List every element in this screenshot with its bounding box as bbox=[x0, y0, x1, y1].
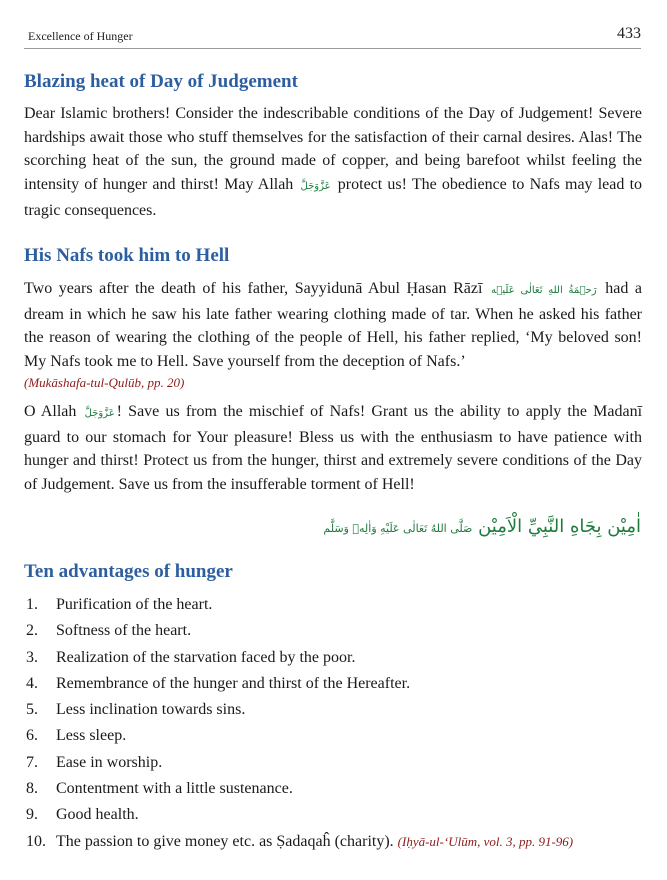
list-number: 7. bbox=[26, 753, 38, 771]
list-number: 8. bbox=[26, 780, 38, 798]
section-ten-advantages bbox=[24, 560, 642, 855]
list-item bbox=[24, 802, 642, 828]
list-number: 10. bbox=[26, 832, 46, 850]
list-text: The passion to give money etc. as Ṣadaqaĥ (charity). bbox=[56, 832, 394, 850]
section-heading: Blazing heat of Day of Judgement bbox=[24, 71, 298, 92]
paragraph-text: protect us! The obedience to Nafs may lead to tragic consequences. bbox=[24, 176, 643, 219]
list-item bbox=[24, 645, 642, 671]
paragraph-text: O Allah bbox=[24, 403, 77, 420]
list-text: Good health. bbox=[56, 806, 139, 824]
paragraph-text: ! Save us from the mischief of Nafs! Grant us the ability to apply the Madanī guard to our stomach for Your pleasure! Bless us with the enthusiasm to have patience with hunger and thirst! Protect us from the hunger, thirst and extremely severe conditions of the Day of Judgement. Save us from the insufferable torment of Hell! bbox=[24, 403, 643, 494]
arabic-honorific: عَزَّوَجَلَّ bbox=[84, 408, 115, 419]
list-number: 4. bbox=[26, 674, 38, 692]
list-item bbox=[24, 592, 642, 618]
list-text: Ease in worship. bbox=[56, 753, 163, 771]
arabic-dua bbox=[323, 516, 641, 546]
list-number: 3. bbox=[26, 648, 38, 666]
section-heading: His Nafs took him to Hell bbox=[24, 245, 230, 266]
list-item bbox=[24, 776, 642, 802]
section-heading: Ten advantages of hunger bbox=[24, 561, 233, 582]
list-item bbox=[24, 618, 642, 644]
paragraph-text: had a dream in which he saw his late father wearing clothing made of tar. When he asked his father the reason of wearing the clothing of the people of Hell, his father replied, ‘My beloved son! My Nafs took me to Hell. Save yourself from the deception of Nafs.’ bbox=[24, 280, 643, 371]
section-blazing-heat bbox=[24, 70, 642, 223]
list-text: Realization of the starvation faced by the poor. bbox=[56, 648, 356, 666]
list-number: 5. bbox=[26, 701, 38, 719]
dua-main: اٰمِيْن بِجَاهِ النَّبِيِّ الْاَمِيْن bbox=[478, 516, 641, 537]
list-item bbox=[24, 723, 642, 749]
citation: (Iḥyā-ul-‘Ulūm, vol. 3, pp. 91-96) bbox=[397, 833, 574, 849]
citation: (Mukāshafa-tul-Qulūb, pp. 20) bbox=[24, 374, 185, 390]
list-number: 6. bbox=[26, 727, 38, 745]
running-title: Excellence of Hunger bbox=[28, 29, 133, 43]
list-text: Purification of the heart. bbox=[56, 596, 213, 613]
arabic-honorific: رَحۡمَةُ اللهِ تَعَالٰی عَلَيۡه bbox=[491, 285, 597, 296]
section-paragraph bbox=[24, 400, 642, 497]
list-number: 1. bbox=[26, 596, 38, 613]
list-item bbox=[24, 697, 642, 723]
list-text: Less inclination towards sins. bbox=[56, 701, 246, 719]
arabic-honorific: عَزَّوَجَلَّ bbox=[300, 181, 331, 193]
list-number: 2. bbox=[26, 622, 38, 640]
dua-salutation: صَلَّى اللهُ تَعَالٰی عَلَيْهِ وَاٰلِهٖ وَسَلَّم bbox=[323, 522, 473, 535]
section-supplication bbox=[24, 400, 642, 497]
section-paragraph bbox=[24, 277, 642, 374]
page-number: 433 bbox=[617, 25, 641, 42]
list-text: Less sleep. bbox=[56, 727, 127, 745]
advantages-list bbox=[24, 592, 642, 855]
paragraph-text: Two years after the death of his father, Sayyidunā Abul Ḥasan Rāzī bbox=[24, 280, 483, 297]
list-number: 9. bbox=[26, 806, 38, 824]
running-header bbox=[24, 26, 641, 49]
section-nafs-hell bbox=[24, 244, 642, 391]
list-item bbox=[24, 671, 642, 697]
list-item bbox=[24, 829, 642, 855]
paragraph-text: Dear Islamic brothers! Consider the indescribable conditions of the Day of Judgement! Severe hardships await those who stuff themselves for the satisfaction of their carnal desires. Alas! The scorching heat of the sun, the ground made of copper, and being barefoot whilst feeling the intensity of hunger and thirst! May Allah bbox=[24, 105, 642, 194]
list-text: Softness of the heart. bbox=[56, 622, 192, 640]
section-paragraph bbox=[24, 102, 642, 223]
list-text: Remembrance of the hunger and thirst of the Hereafter. bbox=[56, 674, 411, 692]
list-item bbox=[24, 750, 642, 776]
list-text: Contentment with a little sustenance. bbox=[56, 780, 293, 798]
